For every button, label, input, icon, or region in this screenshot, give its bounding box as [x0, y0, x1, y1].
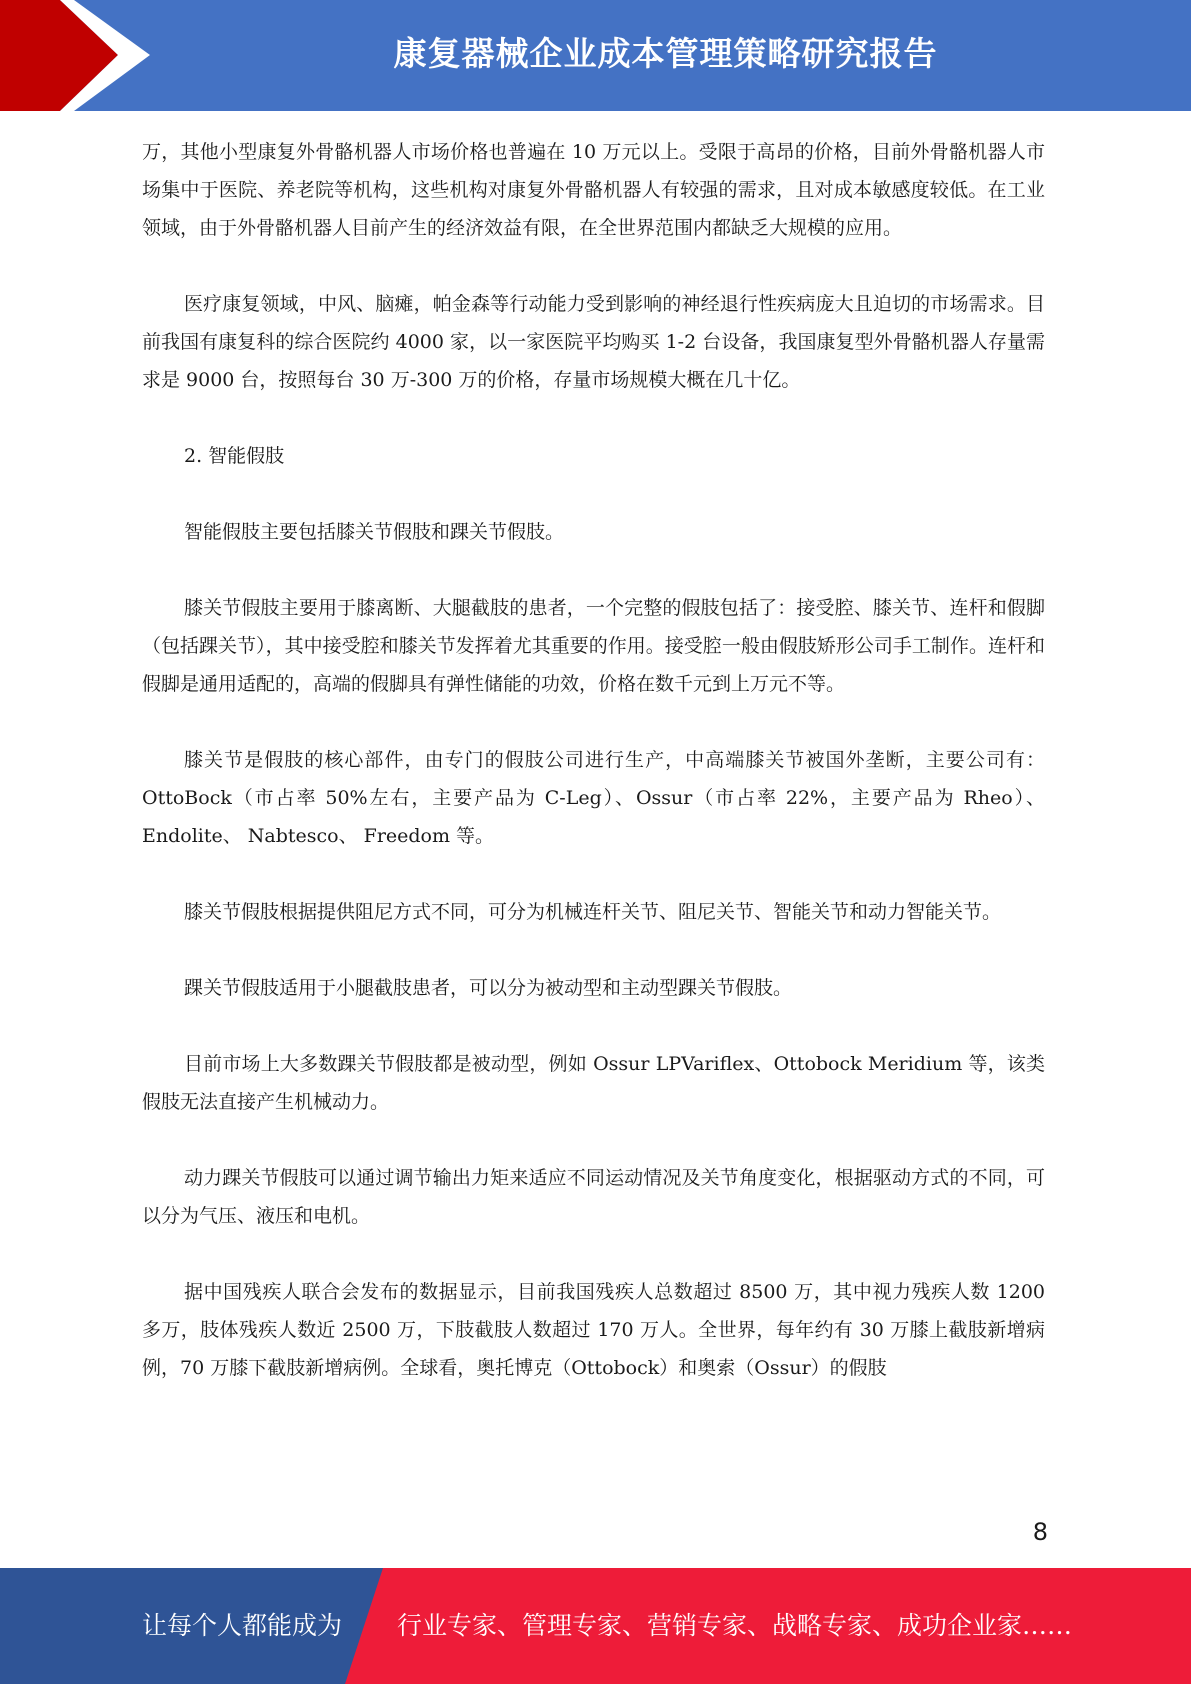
page-number: 8	[1032, 1518, 1048, 1546]
document-title: 康复器械企业成本管理策略研究报告	[393, 34, 938, 73]
section-heading: 2. 智能假肢	[184, 445, 285, 467]
paragraph: 万，其他小型康复外骨骼机器人市场价格也普遍在 10 万元以上。受限于高昂的价格，目前外骨骼机器人市场集中于医院、养老院等机构，这些机构对康复外骨骼机器人有较强的需求，且对成本敏感度较低。在工业领域，由于外骨骼机器人目前产生的经济效益有限，在全世界范围内都缺乏大规模的应用。	[142, 141, 1045, 239]
page-header	[0, 0, 1191, 111]
header-chevron-icon	[0, 0, 160, 111]
page-footer	[0, 1568, 1191, 1684]
paragraph: 据中国残疾人联合会发布的数据显示，目前我国残疾人总数超过 8500 万，其中视力残疾人数 1200 多万，肢体残疾人数近 2500 万，下肢截肢人数超过 170 万人。全世界，每年约有 30 万膝上截肢新增病例，70 万膝下截肢新增病例。全球看，奥托博克（Ottobock）和奥索（Ossur）的假肢	[142, 1281, 1045, 1379]
paragraph: 膝关节假肢主要用于膝离断、大腿截肢的患者，一个完整的假肢包括了：接受腔、膝关节、连杆和假脚（包括踝关节），其中接受腔和膝关节发挥着尤其重要的作用。接受腔一般由假肢矫形公司手工制作。连杆和假脚是通用适配的，高端的假脚具有弹性储能的功效，价格在数千元到上万元不等。	[142, 597, 1045, 695]
footer-slogan-right: 行业专家、管理专家、营销专家、战略专家、成功企业家……	[397, 1611, 1073, 1640]
paragraph: 动力踝关节假肢可以通过调节输出力矩来适应不同运动情况及关节角度变化，根据驱动方式的不同，可以分为气压、液压和电机。	[142, 1167, 1045, 1227]
paragraph: 踝关节假肢适用于小腿截肢患者，可以分为被动型和主动型踝关节假肢。	[184, 977, 793, 999]
paragraph: 目前市场上大多数踝关节假肢都是被动型，例如 Ossur LPVariflex、Ottobock Meridium 等，该类假肢无法直接产生机械动力。	[142, 1053, 1045, 1113]
paragraph: 膝关节假肢根据提供阻尼方式不同，可分为机械连杆关节、阻尼关节、智能关节和动力智能关节。	[184, 901, 1002, 923]
paragraph: 智能假肢主要包括膝关节假肢和踝关节假肢。	[184, 521, 565, 543]
footer-slogan-left: 让每个人都能成为	[142, 1611, 343, 1640]
paragraph: 膝关节是假肢的核心部件，由专门的假肢公司进行生产，中高端膝关节被国外垄断，主要公司有：OttoBock（市占率 50%左右，主要产品为 C-Leg）、Ossur（市占率 22%，主要产品为 Rheo）、Endolite、 Nabtesco、 Freedom 等。	[142, 749, 1045, 847]
paragraph: 医疗康复领域，中风、脑瘫，帕金森等行动能力受到影响的神经退行性疾病庞大且迫切的市场需求。目前我国有康复科的综合医院约 4000 家，以一家医院平均购买 1-2 台设备，我国康复型外骨骼机器人存量需求是 9000 台，按照每台 30 万-300 万的价格，存量市场规模大概在几十亿。	[142, 293, 1045, 391]
document-body	[142, 133, 1045, 1425]
